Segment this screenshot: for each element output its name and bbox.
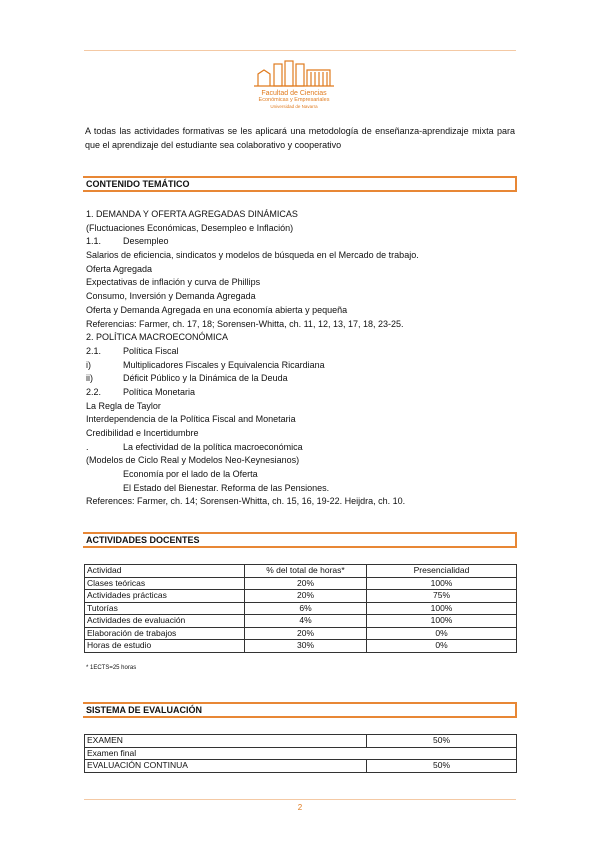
logo-line-1: Facultad de Ciencias xyxy=(261,90,327,97)
contenido-line xyxy=(86,386,526,400)
contenido-line-number: 2.1. xyxy=(86,345,102,356)
table-cell: EVALUACIÓN CONTINUA xyxy=(85,760,367,773)
contenido-line xyxy=(86,331,526,345)
contenido-line-text: Economía por el lado de la Oferta xyxy=(123,469,258,480)
table-cell: Examen final xyxy=(85,747,517,760)
contenido-line-text: Interdependencia de la Política Fiscal and Monetaria xyxy=(86,414,296,425)
contenido-line-text: La efectividad de la política macroeconómica xyxy=(123,441,303,452)
contenido-line xyxy=(86,441,526,455)
ects-footnote: * 1ECTS=25 horas xyxy=(86,665,137,671)
table-cell: 20% xyxy=(245,590,367,603)
contenido-line-text: Política Monetaria xyxy=(123,386,196,397)
contenido-line xyxy=(86,482,526,496)
table-row xyxy=(85,627,517,640)
section-header-actividades: ACTIVIDADES DOCENTES xyxy=(83,532,517,548)
table-cell: 20% xyxy=(245,627,367,640)
contenido-line xyxy=(86,359,526,373)
table-cell: Clases teóricas xyxy=(85,577,245,590)
table-cell: 100% xyxy=(367,602,517,615)
table-cell: EXAMEN xyxy=(85,735,367,748)
contenido-line-text: 2. POLÍTICA MACROECONÓMICA xyxy=(86,332,229,343)
table-header-row xyxy=(85,565,517,578)
contenido-line-text: Desempleo xyxy=(123,236,169,247)
table-cell: 6% xyxy=(245,602,367,615)
contenido-line-text: Déficit Público y la Dinámica de la Deuda xyxy=(123,373,288,384)
contenido-line-number: ii) xyxy=(86,373,93,384)
table-cell: 50% xyxy=(367,735,517,748)
contenido-line xyxy=(86,372,526,386)
contenido-line xyxy=(86,208,526,222)
table-row xyxy=(85,747,517,760)
contenido-line-text: References: Farmer, ch. 14; Sorensen-Whitta, ch. 15, 16, 19-22. Heijdra, ch. 10. xyxy=(86,496,406,507)
contenido-line xyxy=(86,468,526,482)
contenido-line xyxy=(86,290,526,304)
table-row xyxy=(85,615,517,628)
contenido-line xyxy=(86,276,526,290)
contenido-line-number: 1.1. xyxy=(86,236,102,247)
contenido-line xyxy=(86,345,526,359)
contenido-line-text: Política Fiscal xyxy=(123,345,179,356)
header-rule xyxy=(84,50,516,51)
contenido-line-text: Consumo, Inversión y Demanda Agregada xyxy=(86,291,256,302)
contenido-line-number: . xyxy=(86,441,89,452)
contenido-line-text: (Modelos de Ciclo Real y Modelos Neo-Keynesianos) xyxy=(86,455,300,466)
contenido-line xyxy=(86,413,526,427)
table-row xyxy=(85,602,517,615)
contenido-line-text: Credibilidad e Incertidumbre xyxy=(86,428,199,438)
table-row xyxy=(85,640,517,653)
contenido-line-text: Referencias: Farmer, ch. 17, 18; Sorensen-Whitta, ch. 11, 12, 13, 17, 18, 23-25. xyxy=(86,318,404,329)
contenido-line-text: (Fluctuaciones Económicas, Desempleo e Inflación) xyxy=(86,222,294,233)
table-cell: Horas de estudio xyxy=(85,640,245,653)
contenido-line xyxy=(86,235,526,249)
table-cell: 75% xyxy=(367,590,517,603)
table-cell: 0% xyxy=(367,640,517,653)
table-cell: Elaboración de trabajos xyxy=(85,627,245,640)
evaluacion-table xyxy=(84,734,517,773)
table-cell: 4% xyxy=(245,615,367,628)
faculty-logo xyxy=(252,58,336,116)
contenido-line-number: i) xyxy=(86,359,91,370)
page-number: 2 xyxy=(297,803,303,812)
table-header-cell: % del total de horas* xyxy=(245,565,367,578)
contenido-line xyxy=(86,222,526,236)
table-cell: Actividades prácticas xyxy=(85,590,245,603)
table-row xyxy=(85,577,517,590)
contenido-line xyxy=(86,263,526,277)
section-header-contenido: CONTENIDO TEMÁTICO xyxy=(83,176,517,192)
footer-rule xyxy=(84,799,516,800)
contenido-line-text: Oferta Agregada xyxy=(86,263,153,274)
contenido-line xyxy=(86,427,526,441)
actividades-table xyxy=(84,564,517,653)
contenido-line-text: 1. DEMANDA Y OFERTA AGREGADAS DINÁMICAS xyxy=(86,209,298,219)
faculty-building-icon xyxy=(252,58,336,88)
contenido-line-text: Oferta y Demanda Agregada en una economía abierta y pequeña xyxy=(86,304,348,315)
contenido-line-text: Expectativas de inflación y curva de Phillips xyxy=(86,277,261,288)
contenido-line xyxy=(86,249,526,263)
contenido-list xyxy=(86,208,526,509)
contenido-line xyxy=(86,318,526,332)
logo-line-3: Universidad de Navarra xyxy=(270,104,318,109)
contenido-line xyxy=(86,454,526,468)
logo-line-2: Económicas y Empresariales xyxy=(258,97,330,103)
table-cell: 30% xyxy=(245,640,367,653)
table-cell: 100% xyxy=(367,615,517,628)
contenido-line xyxy=(86,400,526,414)
table-row xyxy=(85,590,517,603)
table-cell: Actividades de evaluación xyxy=(85,615,245,628)
contenido-line-text: Salarios de eficiencia, sindicatos y modelos de búsqueda en el Mercado de trabajo. xyxy=(86,250,419,261)
table-cell: 50% xyxy=(367,760,517,773)
contenido-line-text: El Estado del Bienestar. Reforma de las Pensiones. xyxy=(123,482,330,493)
table-row xyxy=(85,760,517,773)
contenido-line-text: Multiplicadores Fiscales y Equivalencia Ricardiana xyxy=(123,359,325,370)
table-cell: 0% xyxy=(367,627,517,640)
table-cell: 100% xyxy=(367,577,517,590)
contenido-line xyxy=(86,495,526,509)
contenido-line-text: La Regla de Taylor xyxy=(86,400,161,411)
intro-paragraph: A todas las actividades formativas se les aplicará una metodología de enseñanza-aprendizaje mixta para que el aprendizaje del estudiante sea colaborativo y cooperativo xyxy=(85,126,515,150)
contenido-line xyxy=(86,304,526,318)
table-header-cell: Presencialidad xyxy=(367,565,517,578)
table-cell: Tutorías xyxy=(85,602,245,615)
table-row xyxy=(85,735,517,748)
table-header-cell: Actividad xyxy=(85,565,245,578)
section-header-evaluacion: SISTEMA DE EVALUACIÓN xyxy=(83,702,517,718)
contenido-line-number: 2.2. xyxy=(86,386,102,397)
table-cell: 20% xyxy=(245,577,367,590)
